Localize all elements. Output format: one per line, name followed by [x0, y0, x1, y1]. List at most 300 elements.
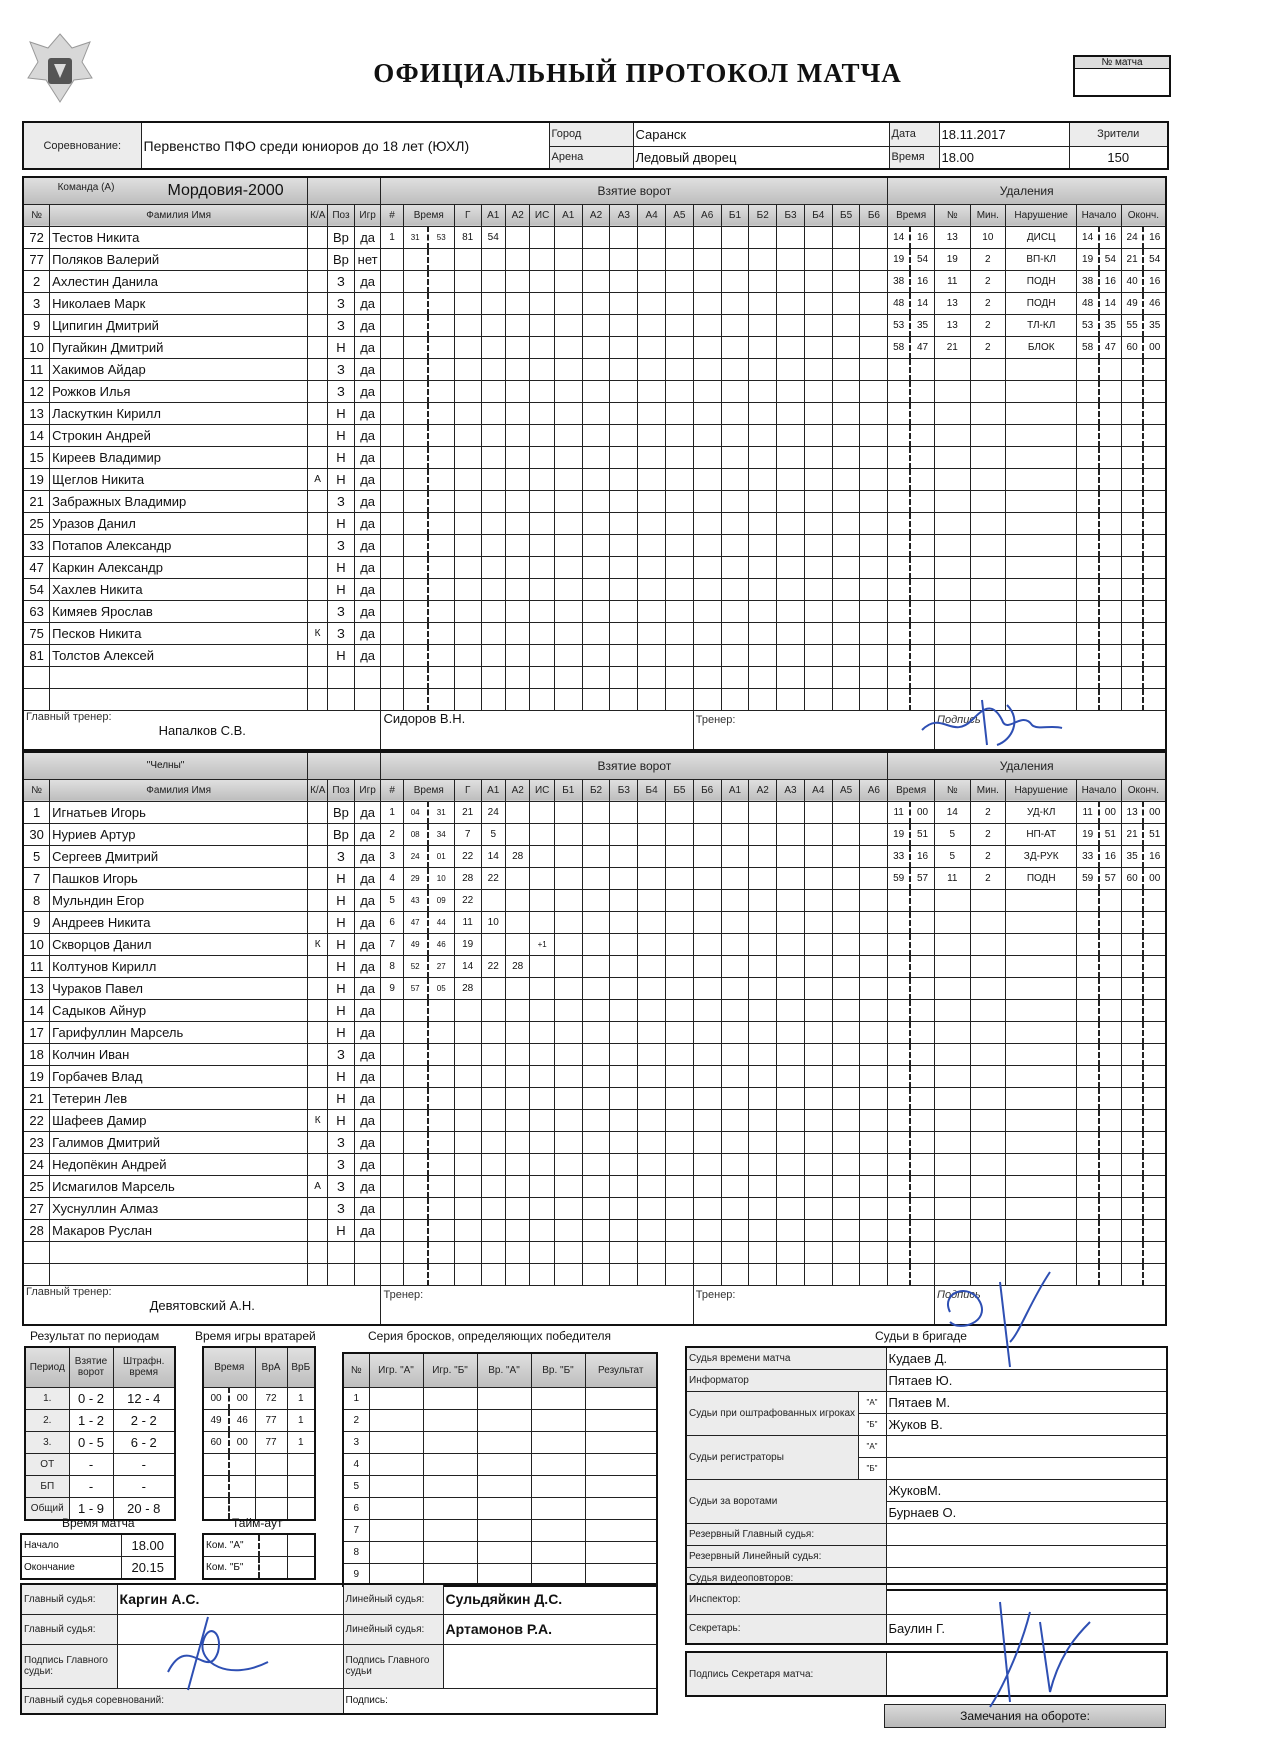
goal-number: 7: [381, 933, 403, 955]
shootout-header: №: [343, 1353, 369, 1387]
pen-cell: [888, 446, 910, 468]
goal-time-min: 24: [403, 845, 427, 867]
player-ka: [308, 556, 328, 578]
goal-cell: [381, 446, 403, 468]
strength-cell: [749, 1065, 777, 1087]
strength-cell: [554, 1109, 582, 1131]
pen-cell: [888, 402, 910, 424]
arena-value: Ледовый дворец: [633, 146, 889, 169]
strength-cell: [554, 424, 582, 446]
reserve-line-label: Резервный Линейный судья:: [686, 1546, 886, 1568]
pen-cell: [1121, 380, 1143, 402]
shootout-number: 5: [343, 1475, 369, 1497]
player-pos: Н: [328, 402, 355, 424]
strength-cell: [860, 1043, 888, 1065]
strength-cell: [832, 600, 860, 622]
pen-cell: [1077, 1175, 1099, 1197]
strength-cell: [777, 1197, 805, 1219]
sig-line-cell[interactable]: [443, 1644, 657, 1688]
shootout-cell: [477, 1453, 531, 1475]
goalie-time-sec: 46: [229, 1409, 255, 1431]
pen-cell: [1099, 490, 1121, 512]
strength-cell: [582, 226, 610, 248]
strength-cell: [804, 1131, 832, 1153]
player-pos: Н: [328, 1065, 355, 1087]
pen-cell: [888, 358, 910, 380]
strength-cell: [721, 845, 749, 867]
strength-cell: [832, 336, 860, 358]
goalie-time-min: 60: [203, 1431, 229, 1453]
goal-cell: [403, 1131, 427, 1153]
pen-cell: [1006, 490, 1077, 512]
goal-cell: [530, 424, 554, 446]
goal-cell: [530, 1153, 554, 1175]
pen-cell: [1121, 1263, 1143, 1285]
goal-cell: [403, 1021, 427, 1043]
player-row: [23, 534, 1166, 556]
strength-cell: [610, 336, 638, 358]
comp-ref-label: Главный судья соревнований:: [21, 1688, 343, 1714]
goal-cell: [505, 600, 529, 622]
pen-cell: [935, 955, 971, 977]
strength-cell: [638, 446, 666, 468]
strength-cell: [777, 1065, 805, 1087]
strength-cell: [665, 490, 693, 512]
strength-cell: [749, 1175, 777, 1197]
strength-cell: [804, 578, 832, 600]
player-played: да: [354, 446, 381, 468]
strength-cell: [832, 490, 860, 512]
period-name: Общий: [25, 1497, 69, 1520]
pen-cell: [1143, 1263, 1166, 1285]
goal-cell: [428, 468, 455, 490]
strength-cell: [638, 490, 666, 512]
pen-time-sec: 51: [910, 823, 934, 845]
player-number: 8: [23, 889, 50, 911]
strength-cell: [721, 823, 749, 845]
strength-cell: [832, 1241, 860, 1263]
strength-cell: [749, 512, 777, 534]
pen-cell: [1121, 999, 1143, 1021]
pen-cell: [935, 1153, 971, 1175]
player-ka: [308, 270, 328, 292]
pen-violation: НП-АТ: [1006, 823, 1077, 845]
strength-cell: [693, 270, 721, 292]
informer-label: Информатор: [686, 1370, 886, 1392]
goal-cell: [481, 358, 505, 380]
strength-cell: [638, 1263, 666, 1285]
pen-cell: [970, 534, 1006, 556]
strength-cell: [638, 622, 666, 644]
goal-cell: [403, 1197, 427, 1219]
player-pos: Н: [328, 512, 355, 534]
pen-cell: [1143, 1131, 1166, 1153]
strength-cell: [582, 468, 610, 490]
strength-cell: [749, 1219, 777, 1241]
goal-scorer: 22: [454, 845, 481, 867]
pen-violation: ТЛ-КЛ: [1006, 314, 1077, 336]
pen-cell: [1006, 468, 1077, 490]
pen-cell: [1077, 955, 1099, 977]
strength-cell: [804, 666, 832, 688]
strength-cell: [582, 336, 610, 358]
goalie-a: 77: [255, 1409, 287, 1431]
pen-end-sec: 54: [1143, 248, 1166, 270]
goal-cell: [481, 336, 505, 358]
strength-cell: [582, 1263, 610, 1285]
period-name: 1.: [25, 1387, 69, 1409]
strength-cell: [832, 867, 860, 889]
goal-time-min: 52: [403, 955, 427, 977]
pen-cell: [888, 490, 910, 512]
period-pim: 20 - 8: [113, 1497, 175, 1520]
coach-2-label: Тренер:: [695, 713, 736, 726]
strength-cell: [554, 688, 582, 710]
pen-cell: [1143, 1087, 1166, 1109]
pen-cell: [1143, 666, 1166, 688]
strength-cell: [721, 446, 749, 468]
strength-cell: [777, 424, 805, 446]
strength-cell: [638, 600, 666, 622]
player-number: 72: [23, 226, 50, 248]
strength-cell: [666, 1263, 694, 1285]
pen-cell: [910, 955, 934, 977]
goal-assist-1: 54: [481, 226, 505, 248]
goal-cell: [454, 556, 481, 578]
strength-cell: [610, 666, 638, 688]
strength-cell: [693, 1197, 721, 1219]
timeout-table: [202, 1533, 316, 1580]
strength-cell: [610, 424, 638, 446]
strength-cell: [554, 1065, 582, 1087]
pen-cell: [888, 512, 910, 534]
strength-cell: [582, 1087, 610, 1109]
shootout-number: 9: [343, 1563, 369, 1586]
col-strength: А2: [749, 779, 777, 801]
goal-cell: [454, 1131, 481, 1153]
pen-cell: [910, 578, 934, 600]
strength-cell: [749, 248, 777, 270]
player-pos: [328, 688, 355, 710]
col-strength: Б4: [638, 779, 666, 801]
strength-cell: [777, 666, 805, 688]
strength-cell: [693, 823, 721, 845]
strength-cell: [665, 468, 693, 490]
pen-cell: [970, 1131, 1006, 1153]
strength-cell: [721, 622, 749, 644]
goal-cell: [428, 1241, 455, 1263]
goals-section-label: Взятие ворот: [381, 752, 888, 779]
player-name: Пашков Игорь: [50, 867, 308, 889]
goal-cell: [381, 402, 403, 424]
strength-cell: [638, 666, 666, 688]
date-label: Дата: [889, 122, 939, 146]
strength-cell: [554, 622, 582, 644]
player-row: [23, 1241, 1166, 1263]
goal-scorer: 81: [454, 226, 481, 248]
pen-cell: [970, 468, 1006, 490]
shootout-number: 2: [343, 1409, 369, 1431]
strength-cell: [777, 600, 805, 622]
col-name: Фамилия Имя: [50, 204, 308, 226]
penalty-a-tag: "А": [858, 1392, 886, 1414]
goal-cell: [381, 424, 403, 446]
strength-cell: [665, 446, 693, 468]
strength-cell: [721, 644, 749, 666]
pen-cell: [1099, 380, 1121, 402]
goal-time-min: 57: [403, 977, 427, 999]
strength-cell: [804, 490, 832, 512]
goal-cell: [403, 1241, 427, 1263]
player-ka: [308, 292, 328, 314]
strength-cell: [749, 270, 777, 292]
player-number: 33: [23, 534, 50, 556]
strength-cell: [860, 380, 888, 402]
periods-table: [24, 1346, 176, 1521]
col-strength: А4: [638, 204, 666, 226]
pen-cell: [935, 889, 971, 911]
goal-cell: [481, 600, 505, 622]
goal-cell: [428, 1263, 455, 1285]
goal-cell: [454, 999, 481, 1021]
pen-cell: [1006, 1219, 1077, 1241]
strength-cell: [804, 1263, 832, 1285]
pen-cell: [1121, 1109, 1143, 1131]
goal-cell: [505, 1175, 529, 1197]
strength-cell: [804, 270, 832, 292]
player-row: [23, 999, 1166, 1021]
player-pos: Н: [328, 867, 355, 889]
pen-cell: [1143, 1021, 1166, 1043]
strength-cell: [721, 402, 749, 424]
pen-cell: [970, 556, 1006, 578]
strength-cell: [832, 1263, 860, 1285]
strength-cell: [777, 556, 805, 578]
pen-time-sec: 00: [910, 801, 934, 823]
goal-assist-2: [505, 911, 529, 933]
player-ka: [308, 600, 328, 622]
pen-cell: [1121, 446, 1143, 468]
strength-cell: [832, 424, 860, 446]
pen-cell: [888, 1219, 910, 1241]
strength-cell: [554, 666, 582, 688]
player-row: [23, 1109, 1166, 1131]
strength-cell: [693, 999, 721, 1021]
strength-cell: [665, 424, 693, 446]
player-name: Исмагилов Марсель: [50, 1175, 308, 1197]
col-goal-a1: А1: [481, 779, 505, 801]
player-played: да: [354, 424, 381, 446]
match-number-box[interactable]: [1073, 55, 1171, 97]
strength-cell: [777, 622, 805, 644]
goal-cell: [530, 402, 554, 424]
goal-cell: [481, 270, 505, 292]
strength-cell: [554, 226, 582, 248]
goal-cell: [381, 688, 403, 710]
player-ka: [308, 1197, 328, 1219]
goal-cell: [381, 292, 403, 314]
pen-cell: [1006, 358, 1077, 380]
shootout-cell: [531, 1541, 585, 1563]
strength-cell: [832, 889, 860, 911]
strength-cell: [693, 1087, 721, 1109]
player-row: [23, 1087, 1166, 1109]
col-strength: Б5: [832, 204, 860, 226]
strength-cell: [638, 1043, 666, 1065]
goal-cell: [481, 1175, 505, 1197]
goal-situation: +1: [530, 933, 554, 955]
strength-cell: [665, 402, 693, 424]
strength-cell: [804, 1065, 832, 1087]
pen-time-sec: 57: [910, 867, 934, 889]
goal-cell: [428, 556, 455, 578]
strength-cell: [860, 955, 888, 977]
strength-cell: [693, 1021, 721, 1043]
strength-cell: [554, 644, 582, 666]
strength-cell: [638, 358, 666, 380]
strength-cell: [666, 867, 694, 889]
player-row: [23, 424, 1166, 446]
player-name: Рожков Илья: [50, 380, 308, 402]
pen-cell: [1077, 358, 1099, 380]
player-pos: З: [328, 490, 355, 512]
goal-cell: [530, 600, 554, 622]
strength-cell: [638, 801, 666, 823]
pen-end-sec: 00: [1143, 336, 1166, 358]
strength-cell: [582, 867, 610, 889]
strength-cell: [638, 336, 666, 358]
strength-cell: [777, 490, 805, 512]
player-ka: [308, 512, 328, 534]
pen-end-min: 13: [1121, 801, 1143, 823]
pen-minutes: 2: [970, 801, 1006, 823]
pen-cell: [1143, 1109, 1166, 1131]
goal-cell: [428, 380, 455, 402]
player-number: 19: [23, 468, 50, 490]
strength-cell: [832, 823, 860, 845]
goal-cell: [381, 622, 403, 644]
pen-cell: [1099, 666, 1121, 688]
pen-cell: [935, 933, 971, 955]
pen-time-sec: 16: [910, 845, 934, 867]
col-pen-start: Начало: [1077, 779, 1121, 801]
pen-cell: [910, 622, 934, 644]
strength-cell: [693, 911, 721, 933]
strength-cell: [554, 1087, 582, 1109]
team-b-name: "Челны": [23, 752, 308, 779]
col-goal-g: Г: [454, 204, 481, 226]
pen-time-min: 19: [888, 248, 910, 270]
strength-cell: [638, 1219, 666, 1241]
player-name: Колтунов Кирилл: [50, 955, 308, 977]
goal-cell: [403, 314, 427, 336]
pen-cell: [935, 977, 971, 999]
strength-cell: [554, 248, 582, 270]
player-number: [23, 1241, 50, 1263]
pen-cell: [934, 666, 970, 688]
col-pen-end: Оконч.: [1121, 204, 1166, 226]
strength-cell: [721, 1021, 749, 1043]
strength-cell: [860, 1219, 888, 1241]
goal-cell: [428, 270, 455, 292]
col-num: №: [23, 779, 50, 801]
coach-cell: [381, 1285, 693, 1325]
registrar-b-tag: "Б": [858, 1458, 886, 1480]
strength-cell: [804, 933, 832, 955]
strength-cell: [721, 556, 749, 578]
goal-cell: [481, 490, 505, 512]
shootout-cell: [585, 1431, 657, 1453]
strength-cell: [832, 1219, 860, 1241]
pen-cell: [1077, 1219, 1099, 1241]
player-row: [23, 1153, 1166, 1175]
pen-start-sec: 51: [1099, 823, 1121, 845]
player-played: да: [354, 1109, 381, 1131]
shootout-table: [342, 1352, 658, 1587]
strength-cell: [860, 666, 888, 688]
pen-cell: [970, 977, 1006, 999]
strength-cell: [860, 468, 888, 490]
pen-cell: [934, 512, 970, 534]
player-name: Толстов Алексей: [50, 644, 308, 666]
strength-cell: [832, 999, 860, 1021]
goal-cell: [481, 622, 505, 644]
pen-cell: [1099, 999, 1121, 1021]
strength-cell: [721, 314, 749, 336]
main-ref-2-label: Главный судья:: [21, 1614, 117, 1644]
player-number: 13: [23, 977, 50, 999]
strength-cell: [638, 226, 666, 248]
strength-cell: [860, 622, 888, 644]
goal-cell: [428, 358, 455, 380]
strength-cell: [666, 955, 694, 977]
strength-cell: [610, 292, 638, 314]
pen-end-sec: 00: [1143, 801, 1166, 823]
penalties-section-label: Удаления: [888, 752, 1166, 779]
line-ref-1: Сульдяйкин Д.С.: [443, 1584, 657, 1614]
strength-cell: [638, 1021, 666, 1043]
player-name: [50, 666, 308, 688]
goal-time-sec: 44: [428, 911, 455, 933]
goal-cell: [454, 534, 481, 556]
goal-cell: [481, 292, 505, 314]
player-row: [23, 955, 1166, 977]
strength-cell: [666, 1065, 694, 1087]
strength-cell: [777, 468, 805, 490]
strength-cell: [666, 1153, 694, 1175]
pen-cell: [1121, 578, 1143, 600]
strength-cell: [749, 314, 777, 336]
player-name: Николаев Марк: [50, 292, 308, 314]
player-ka: [308, 823, 328, 845]
strength-cell: [860, 1109, 888, 1131]
player-number: 11: [23, 358, 50, 380]
player-name: Уразов Данил: [50, 512, 308, 534]
pen-cell: [1006, 512, 1077, 534]
player-played: да: [354, 1065, 381, 1087]
goal-cell: [428, 1175, 455, 1197]
goal-cell: [481, 556, 505, 578]
strength-cell: [693, 867, 721, 889]
strength-cell: [860, 867, 888, 889]
goalie-time-min: [203, 1453, 229, 1475]
pen-cell: [970, 512, 1006, 534]
page-title: ОФИЦИАЛЬНЫЙ ПРОТОКОЛ МАТЧА: [373, 58, 902, 88]
goalie-time-sec: 00: [229, 1387, 255, 1409]
goalie-time-min: 49: [203, 1409, 229, 1431]
goal-cell: [530, 358, 554, 380]
strength-cell: [610, 955, 638, 977]
